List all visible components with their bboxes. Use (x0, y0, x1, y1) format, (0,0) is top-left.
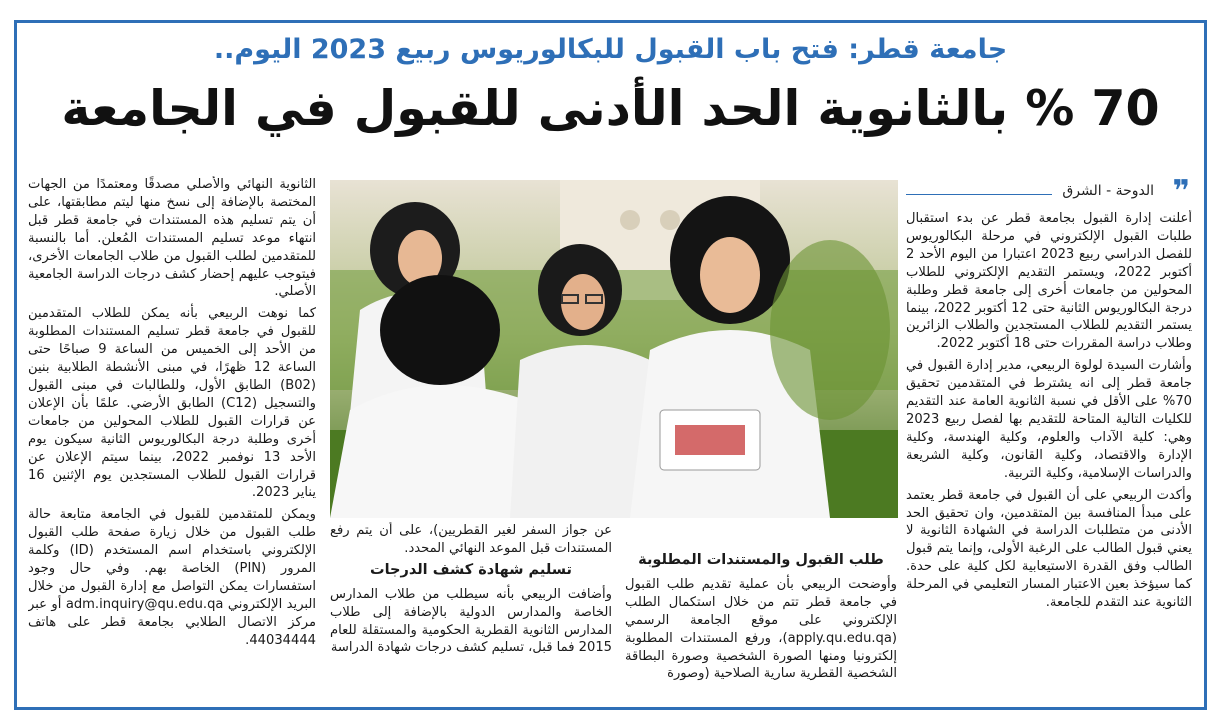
paragraph: ويمكن للمتقدمين للقبول في الجامعة متابعة حالة طلب القبول من خلال زيارة صفحة طلب القبول الإلكتروني باستخدام اسم المستخدم (ID) وكلمة المرور (PIN) الخاصة بهم. وفي حال وجود استفسارات يمكن التواصل مع إدارة القبول من خلال البريد الإلكتروني adm.inquiry@qu.edu.qa أو عبر مركز الاتصال الطلابي بجامعة قطر على هاتف 44034444. (28, 507, 316, 648)
paragraph: وأضافت الربيعي بأنه سيطلب من طلاب المدارس الخاصة والمدارس الدولية بالإضافة إلى طلاب المدارس الثانوية القطرية الحكومية والمستقلة للعام 2015 فما قبل، تسليم كشف درجات شهادة الدراسة (330, 586, 612, 656)
kicker-headline: جامعة قطر: فتح باب القبول للبكالوريوس ربيع 2023 اليوم.. (213, 34, 1008, 65)
students-photo (330, 180, 898, 518)
article-column-right (906, 210, 1192, 700)
byline-text: الدوحة - الشرق (1062, 183, 1154, 199)
paragraph: الثانوية النهائي والأصلي مصدقًا ومعتمدًا من الجهات المختصة بالإضافة إلى نسخ منها ليتم مطابقتها، على أن يتم تسليم هذه المستندات في جامعة قطر قبل انتهاء موعد تسليم المستندات المُعلن. أما بالنسبة للمتقدمين لطلب القبول من طلاب الجامعات الأخرى، فيتوجب عليهم إحضار كشف درجات الدراسة الجامعية الأصلي. (28, 177, 316, 300)
main-headline: 70 % بالثانوية الحد الأدنى للقبول في الجامعة (61, 80, 1160, 137)
article-column-mid-left (330, 522, 612, 702)
paragraph: وأوضحت الربيعي بأن عملية تقديم طلب القبول في جامعة قطر تتم من خلال استكمال الطلب الإلكتروني على موقع الجامعة الرسمي (apply.qu.edu.qa)، ورفع المستندات المطلوبة إلكترونيا ومنها الصورة الشخصية وصورة البطاقة الشخصية القطرية سارية الصلاحية (وصورة (625, 576, 897, 682)
paragraph: عن جواز السفر لغير القطريين)، على أن يتم رفع المستندات قبل الموعد النهائي المحدد. (330, 523, 612, 556)
students-in-white-coats-photo (330, 180, 898, 518)
paragraph: كما نوهت الربيعي بأنه يمكن للطلاب المتقدمين للقبول في جامعة قطر تسليم المستندات المطلوبة من الأحد إلى الخميس من الساعة 9 صباحًا حتى الساعة 12 ظهرًا، في مبنى الأنشطة الطلابية بنين (B02) الطابق الأول، وللطالبات في مبنى القبول والتسجيل (C12) الطابق الأرضي. علمًا بأن الإعلان عن قرارات القبول للطلاب المحولين من جامعات أخرى وطلبة درجة البكالوريوس الثانية سيكون يوم الأحد 13 نوفمبر 2022، بينما سيتم الإعلان عن قرارات القبول للطلاب المستجدين يوم الإثنين 16 يناير 2023. (28, 306, 316, 501)
section-subhead: طلب القبول والمستندات المطلوبة (638, 552, 884, 568)
paragraph: أعلنت إدارة القبول بجامعة قطر عن بدء استقبال طلبات القبول الإلكتروني في مرحلة البكالوريوس للفصل الدراسي ربيع 2023 اعتبارا من اليوم الأحد 2 أكتوبر 2022، ويستمر التقديم الإلكتروني للطلاب المحولين من جامعات أخرى إلى جامعة قطر وطلبة درجة البكالوريوس الثانية حتى 12 أكتوبر 2022، بينما يستمر التقديم للطلاب المستجدين والطلاب الزائرين وطلاب دراسة المقررات حتى 18 أكتوبر 2022. (906, 211, 1192, 352)
article-column-left (28, 176, 316, 704)
article-column-mid-right (625, 552, 897, 702)
section-subhead: تسليم شهادة كشف الدرجات (370, 561, 572, 578)
byline (906, 174, 1192, 209)
quote-icon: ❞ (1172, 174, 1190, 209)
paragraph: وأشارت السيدة لولوة الربيعي، مدير إدارة القبول في جامعة قطر إلى انه يشترط في المتقدمين تحقيق 70% على الأقل في نسبة الثانوية العامة عند التقديم للكليات التالية المتاحة للتقديم بها لفصل ربيع 2023 وهي: كلية الآداب والعلوم، وكلية الهندسة، وكلية الإدارة والاقتصاد، وكلية القانون، وكلية الشريعة والدراسات الإسلامية، وكلية التربية. (906, 358, 1192, 481)
byline-divider (906, 194, 1052, 195)
paragraph: وأكدت الربيعي على أن القبول في جامعة قطر يعتمد على مبدأ المنافسة بين المتقدمين، وان تحقيق الحد الأدنى من متطلبات الدراسة في الشهادة الثانوية لا يعني قبول الطالب على الرغبة الأولى، وإنما يتم قبول الطالب وفق القدرة الاستيعابية لكل كلية على حدة. كما سيؤخذ بعين الاعتبار المسار التعليمي في المرحلة الثانوية عند التقدم للجامعة. (906, 487, 1192, 611)
